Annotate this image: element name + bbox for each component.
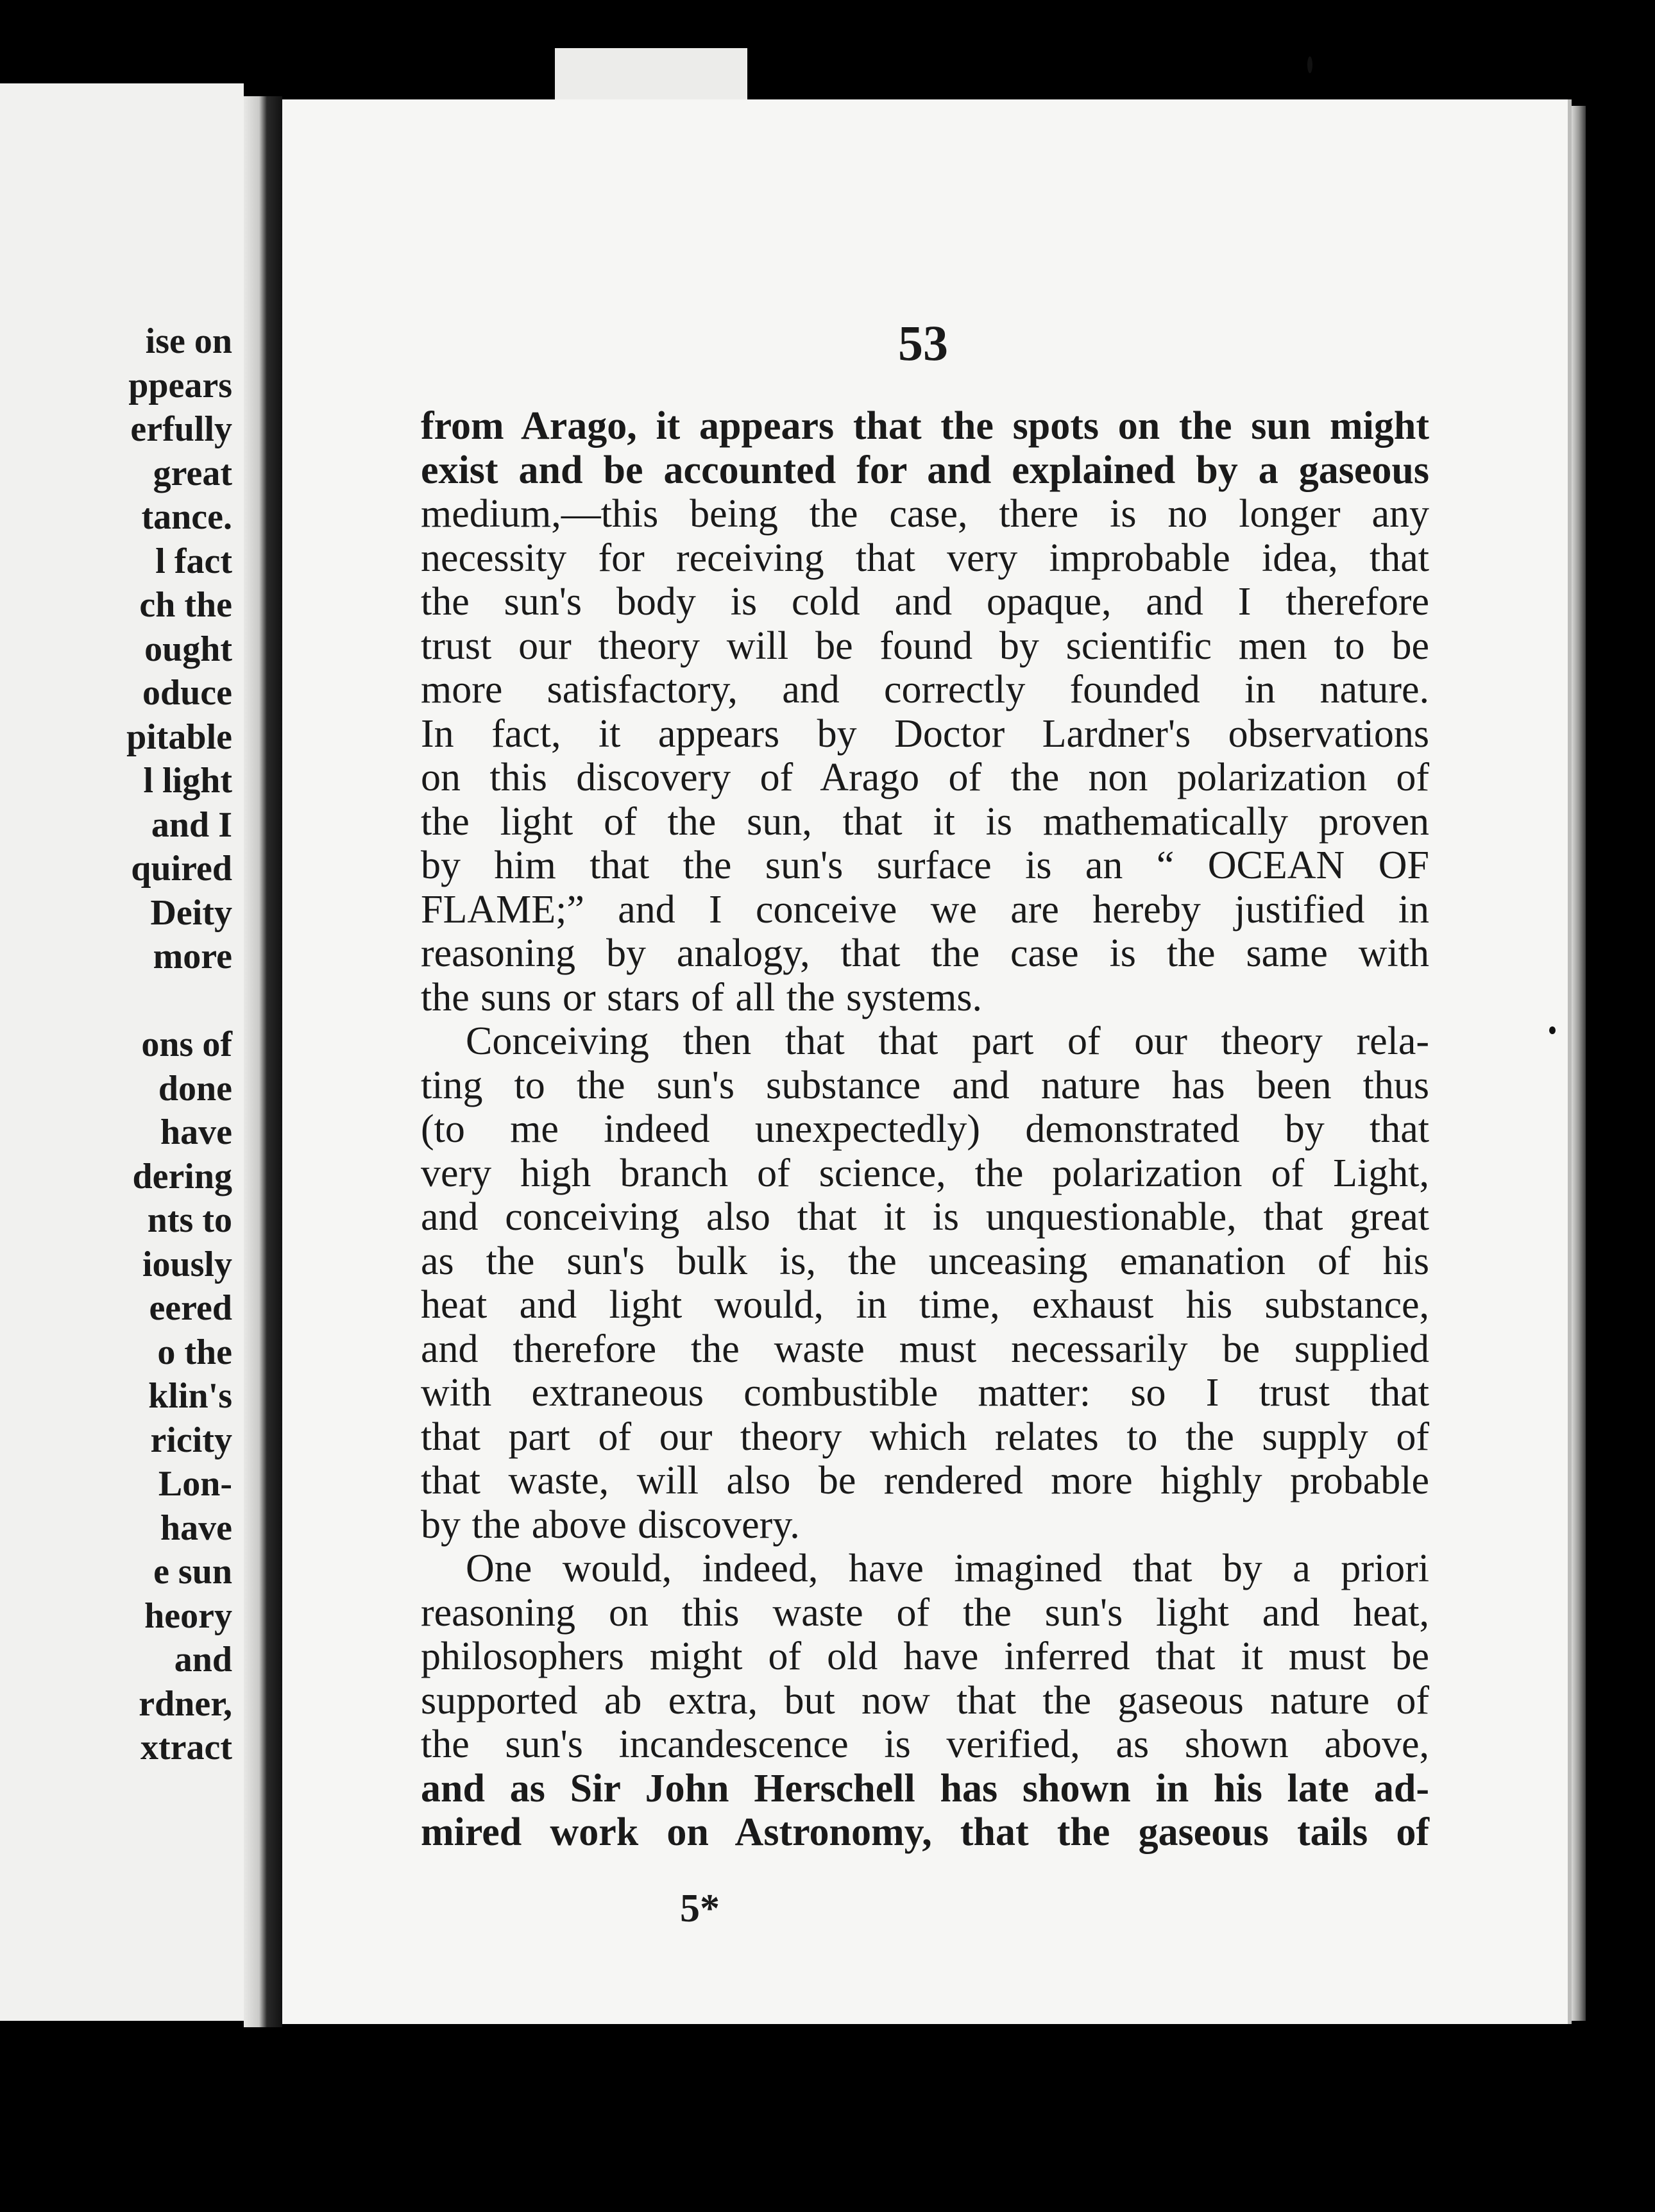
- scan-speck: [1307, 56, 1312, 73]
- text-line: more satisfactory, and correctly founded in nature.: [421, 668, 1429, 711]
- text-line: the light of the sun, that it is mathematically proven: [421, 799, 1429, 844]
- text-line: as the sun's bulk is, the unceasing emanation of his: [421, 1239, 1429, 1283]
- facing-page-fragment: o the: [157, 1332, 232, 1372]
- facing-page-fragment: more: [153, 937, 232, 976]
- facing-page-fragment: great: [153, 453, 232, 493]
- facing-page-fragment: Lon-: [158, 1464, 232, 1504]
- facing-page-fragment: Deity: [150, 892, 232, 933]
- facing-page-fragment: xtract: [140, 1728, 232, 1767]
- text-line: (to me indeed unexpectedly) demonstrated by that: [421, 1107, 1429, 1151]
- facing-page-fragment: nts to: [147, 1200, 232, 1240]
- text-line: that waste, will also be rendered more highly probable: [421, 1459, 1429, 1502]
- text-line: the sun's body is cold and opaque, and I therefore: [421, 580, 1429, 624]
- facing-page-fragment: rdner,: [139, 1683, 232, 1724]
- facing-page-fragment: heory: [144, 1595, 232, 1636]
- facing-page-fragment: pitable: [126, 717, 232, 757]
- text-line: reasoning by analogy, that the case is the same with: [421, 932, 1429, 975]
- facing-page-fragment: ppears: [128, 365, 232, 405]
- facing-page-fragment: eered: [149, 1288, 232, 1328]
- text-line: and therefore the waste must necessarily be supplied: [421, 1327, 1429, 1371]
- facing-page-fragment: ise on: [145, 321, 232, 361]
- facing-page-fragment: and: [174, 1640, 232, 1680]
- text-line: the sun's incandescence is verified, as shown above,: [421, 1723, 1429, 1766]
- text-line: from Arago, it appears that the spots on the sun might: [421, 404, 1429, 448]
- text-line: necessity for receiving that very improbable idea, that: [421, 536, 1429, 580]
- scan-speck: [1549, 1026, 1556, 1034]
- text-line: by him that the sun's surface is an “ OCEAN OF: [421, 844, 1429, 887]
- text-line: trust our theory will be found by scientific men to be: [421, 624, 1429, 668]
- page-body-text: [421, 404, 1429, 1855]
- text-line: the suns or stars of all the systems.: [421, 975, 983, 1019]
- facing-page-fragment: ch the: [139, 585, 232, 625]
- text-line: heat and light would, in time, exhaust his substance,: [421, 1283, 1429, 1327]
- facing-page-fragment: have: [160, 1508, 232, 1548]
- facing-page-fragment: l fact: [155, 541, 232, 581]
- facing-page-fragment: have: [160, 1112, 232, 1152]
- facing-page-fragment: ons of: [141, 1025, 232, 1064]
- facing-page-fragment: quired: [131, 849, 232, 889]
- text-line: mired work on Astronomy, that the gaseous tails of: [421, 1810, 1429, 1854]
- page-number: 53: [898, 315, 948, 371]
- text-line: One would, indeed, have imagined that by a priori: [466, 1547, 1429, 1590]
- text-line: with extraneous combustible matter: so I trust that: [421, 1371, 1429, 1415]
- facing-page-fragment: done: [158, 1068, 232, 1109]
- facing-page: [0, 83, 244, 2021]
- facing-page-fragment: erfully: [130, 409, 232, 449]
- facing-page-fragment: iously: [142, 1244, 232, 1284]
- facing-page-fragment: e sun: [153, 1552, 232, 1592]
- signature-mark: 5*: [680, 1887, 720, 1930]
- text-line: Conceiving then that that part of our theory rela-: [466, 1019, 1429, 1063]
- text-line: very high branch of science, the polarization of Light,: [421, 1151, 1429, 1195]
- facing-page-fragment: oduce: [142, 673, 232, 713]
- text-line: reasoning on this waste of the sun's light and heat,: [421, 1590, 1429, 1635]
- text-line: exist and be accounted for and explained by a gaseous: [421, 448, 1429, 492]
- facing-page-fragment: tance.: [141, 497, 232, 537]
- text-line: FLAME;” and I conceive we are hereby justified in: [421, 887, 1429, 932]
- text-line: that part of our theory which relates to the supply of: [421, 1415, 1429, 1459]
- book-gutter: [244, 96, 282, 2027]
- text-line: In fact, it appears by Doctor Lardner's observations: [421, 711, 1429, 756]
- text-line: medium,—this being the case, there is no longer any: [421, 492, 1429, 536]
- text-line: on this discovery of Arago of the non polarization of: [421, 756, 1429, 799]
- text-line: ting to the sun's substance and nature has been thus: [421, 1063, 1429, 1107]
- facing-page-fragment: l light: [143, 761, 232, 801]
- facing-page-fragment: and I: [151, 804, 232, 845]
- text-line: and as Sir John Herschell has shown in his late ad-: [421, 1766, 1429, 1810]
- page-edge: [1572, 106, 1586, 2021]
- facing-page-fragment: ought: [144, 629, 232, 669]
- text-line: supported ab extra, but now that the gaseous nature of: [421, 1678, 1429, 1723]
- text-line: philosophers might of old have inferred that it must be: [421, 1635, 1429, 1678]
- facing-page-fragment: klin's: [148, 1376, 232, 1416]
- facing-page-fragment: dering: [132, 1156, 232, 1196]
- facing-page-fragment: ricity: [150, 1420, 232, 1460]
- text-line: by the above discovery.: [421, 1502, 800, 1547]
- text-line: and conceiving also that it is unquestionable, that great: [421, 1195, 1429, 1239]
